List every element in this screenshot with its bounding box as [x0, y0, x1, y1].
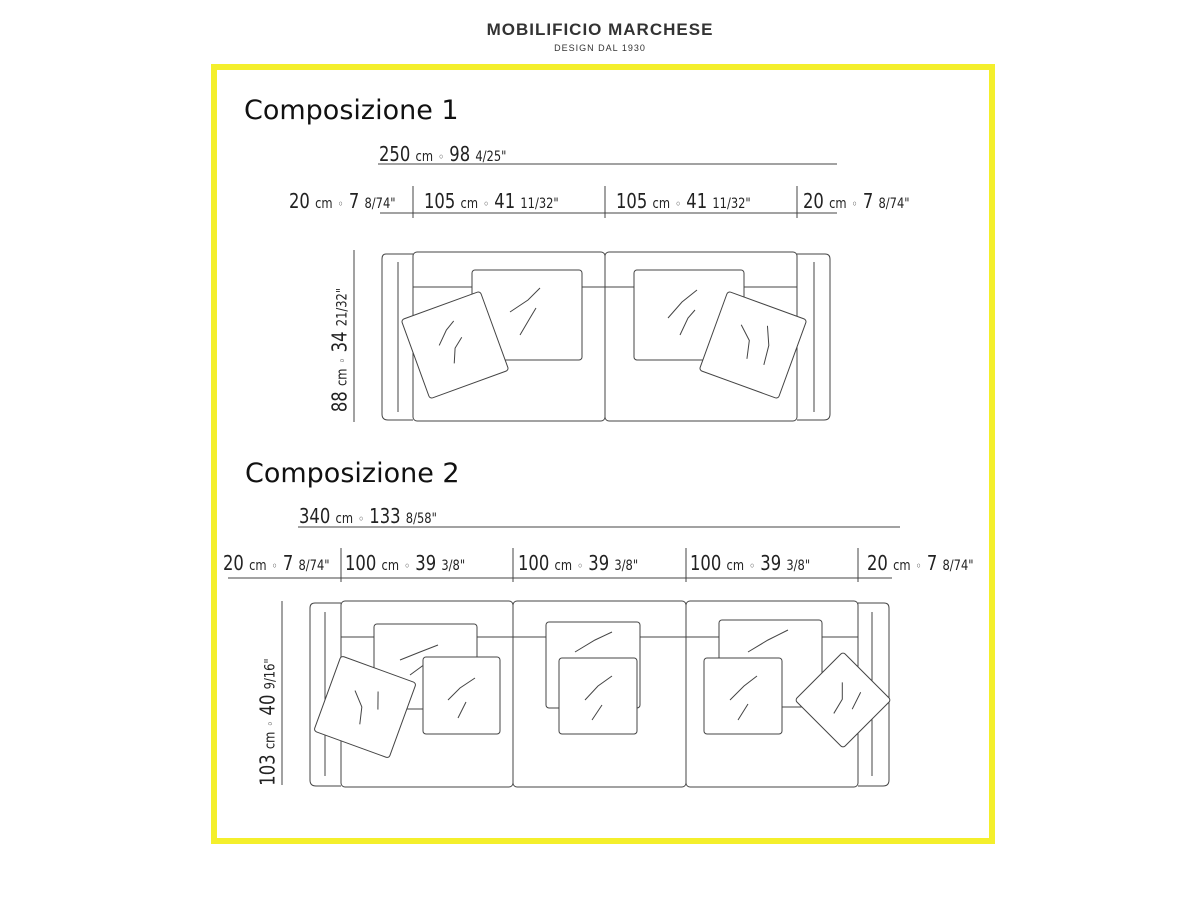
seat-cushion-3: [704, 658, 782, 734]
composition-2-segment-seat-2: 100 cm ◦ 39 3/8": [518, 551, 639, 575]
composition-1-segment-arm-left: 20 cm ◦ 7 8/74": [289, 189, 396, 213]
composition-2-segment-seat-3: 100 cm ◦ 39 3/8": [690, 551, 811, 575]
composition-1-segment-seat-1: 105 cm ◦ 41 11/32": [424, 189, 559, 213]
composition-1-segment-seat-2: 105 cm ◦ 41 11/32": [616, 189, 751, 213]
brand-name: MOBILIFICIO MARCHESE: [486, 20, 714, 39]
composition-2-segment-arm-left: 20 cm ◦ 7 8/74": [223, 551, 330, 575]
seat-cushion-1: [423, 657, 500, 734]
composition-2-segment-seat-1: 100 cm ◦ 39 3/8": [345, 551, 466, 575]
composition-2-title: Composizione 2: [245, 458, 460, 489]
composition-1-sofa-plan: [382, 252, 830, 421]
composition-1-title: Composizione 1: [244, 95, 459, 126]
composition-1-segment-arm-right: 20 cm ◦ 7 8/74": [803, 189, 910, 213]
brand-tagline: DESIGN DAL 1930: [554, 43, 646, 53]
composition-2-segment-dimension-line: [228, 548, 892, 582]
composition-2-overall-dimension: 340 cm ◦ 133 8/58": [299, 504, 437, 528]
composition-1-segment-dimension-line: [380, 186, 837, 218]
composition-2-depth-dimension: 103 cm ◦ 40 9/16": [255, 658, 280, 786]
composition-1-overall-dimension: 250 cm ◦ 98 4/25": [379, 142, 507, 166]
composition-2-sofa-plan: [310, 601, 891, 787]
composition-1-depth-dimension: 88 cm ◦ 34 21/32": [327, 287, 352, 413]
seat-cushion-2: [559, 658, 637, 734]
composition-2-segment-arm-right: 20 cm ◦ 7 8/74": [867, 551, 974, 575]
